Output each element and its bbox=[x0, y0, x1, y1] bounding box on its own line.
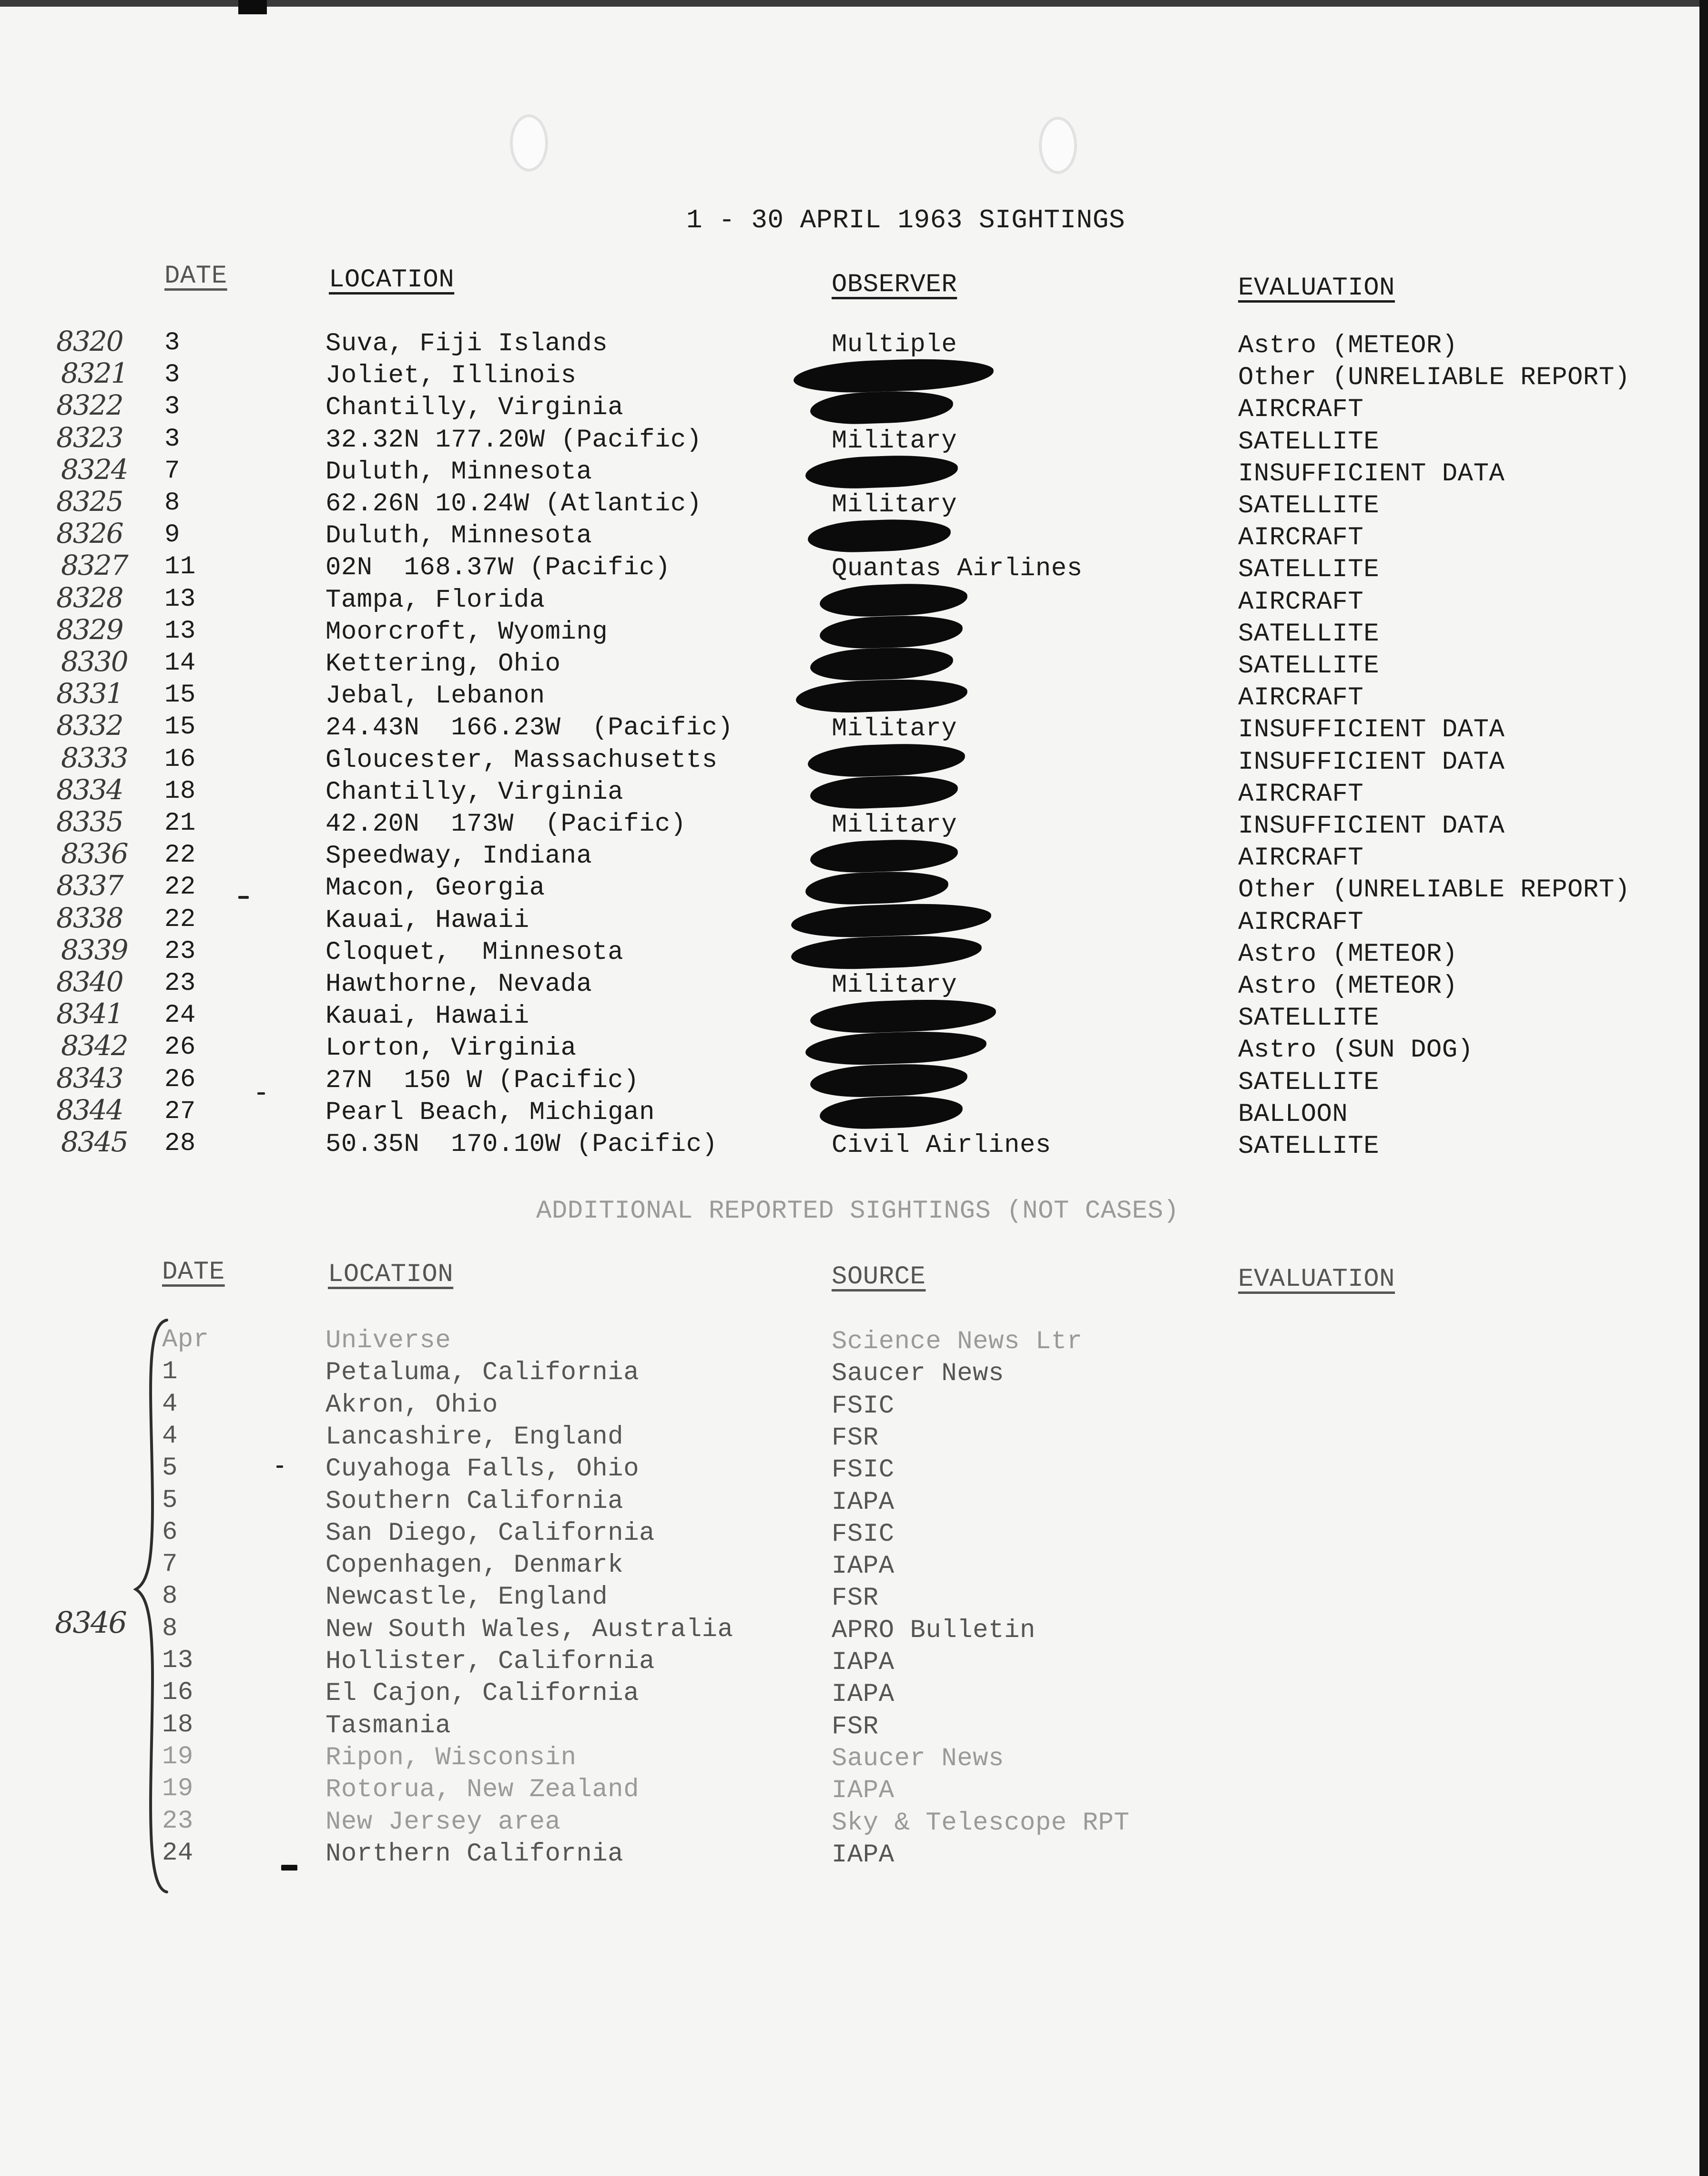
case-number-handwritten: 8333 bbox=[61, 741, 128, 774]
row-location: Copenhagen, Denmark bbox=[325, 1551, 624, 1580]
row-location: New Jersey area bbox=[325, 1807, 561, 1837]
margin-mark bbox=[238, 896, 249, 899]
row-date: 19 bbox=[162, 1742, 193, 1771]
redaction-mark bbox=[810, 997, 996, 1035]
row-observer: Military bbox=[832, 426, 957, 456]
row-evaluation: Astro (METEOR) bbox=[1238, 939, 1458, 969]
redaction-mark bbox=[810, 1062, 968, 1098]
row-location: Lancashire, England bbox=[325, 1422, 624, 1452]
margin-mark bbox=[281, 1865, 297, 1871]
row-location: Joliet, Illinois bbox=[325, 361, 577, 391]
case-number-handwritten: 8327 bbox=[61, 549, 128, 582]
row-date: 3 bbox=[164, 392, 180, 422]
row-source: Sky & Telescope RPT bbox=[832, 1808, 1130, 1838]
row-date: 22 bbox=[164, 873, 196, 902]
row-date: 16 bbox=[164, 744, 196, 774]
row-location: Tampa, Florida bbox=[325, 585, 545, 615]
scan-mark bbox=[238, 0, 267, 14]
row-evaluation: INSUFFICIENT DATA bbox=[1238, 459, 1505, 488]
row-evaluation: SATELLITE bbox=[1238, 651, 1380, 681]
header-evaluation: EVALUATION bbox=[1238, 274, 1395, 303]
row-date: 24 bbox=[162, 1838, 193, 1868]
case-number-handwritten: 8330 bbox=[61, 645, 128, 678]
row-observer: Military bbox=[832, 714, 957, 744]
case-number-handwritten: 8322 bbox=[56, 389, 123, 422]
header-date: DATE bbox=[164, 262, 227, 291]
case-number-handwritten: 8326 bbox=[56, 517, 123, 550]
row-evaluation: SATELLITE bbox=[1238, 555, 1380, 585]
row-location: Rotorua, New Zealand bbox=[325, 1775, 640, 1805]
row-date: 26 bbox=[164, 1065, 196, 1094]
row-date: 15 bbox=[164, 681, 196, 710]
row-date: 27 bbox=[164, 1097, 196, 1126]
additional-header-source: SOURCE bbox=[832, 1262, 926, 1291]
row-evaluation: AIRCRAFT bbox=[1238, 907, 1364, 937]
redaction-mark bbox=[810, 389, 954, 426]
row-source: FSR bbox=[832, 1423, 879, 1453]
row-evaluation: SATELLITE bbox=[1238, 1068, 1380, 1097]
row-date: Apr bbox=[162, 1325, 209, 1354]
row-date: 15 bbox=[164, 712, 196, 742]
row-evaluation: INSUFFICIENT DATA bbox=[1238, 747, 1505, 777]
case-number-handwritten: 8328 bbox=[56, 581, 123, 614]
case-number-handwritten: 8324 bbox=[61, 453, 128, 486]
row-location: El Cajon, California bbox=[325, 1679, 640, 1708]
row-date: 8 bbox=[162, 1614, 178, 1643]
row-date: 13 bbox=[162, 1646, 193, 1675]
redaction-mark bbox=[805, 453, 958, 490]
row-location: Universe bbox=[325, 1326, 451, 1355]
row-date: 19 bbox=[162, 1774, 193, 1804]
row-source: IAPA bbox=[832, 1840, 895, 1870]
row-date: 28 bbox=[164, 1129, 196, 1158]
row-date: 11 bbox=[164, 552, 196, 582]
row-location: 62.26N 10.24W (Atlantic) bbox=[325, 489, 702, 519]
case-number-handwritten: 8344 bbox=[56, 1093, 123, 1126]
row-location: Cuyahoga Falls, Ohio bbox=[325, 1454, 640, 1484]
row-location: 24.43N 166.23W (Pacific) bbox=[325, 713, 733, 743]
row-location: Duluth, Minnesota bbox=[325, 521, 592, 551]
case-number-handwritten: 8340 bbox=[56, 966, 123, 998]
row-location: Speedway, Indiana bbox=[325, 842, 592, 871]
case-number-handwritten: 8341 bbox=[56, 997, 123, 1030]
redaction-mark bbox=[795, 677, 968, 715]
row-location: Northern California bbox=[325, 1839, 624, 1869]
redaction-mark bbox=[805, 1029, 987, 1067]
case-number-handwritten: 8332 bbox=[56, 709, 123, 742]
row-location: 02N 168.37W (Pacific) bbox=[325, 553, 671, 583]
row-date: 4 bbox=[162, 1421, 178, 1451]
row-location: Kettering, Ohio bbox=[325, 650, 561, 679]
redaction-mark bbox=[805, 870, 949, 906]
row-source: IAPA bbox=[832, 1552, 895, 1581]
redaction-mark bbox=[810, 773, 958, 810]
row-evaluation: AIRCRAFT bbox=[1238, 587, 1364, 617]
row-source: IAPA bbox=[832, 1487, 895, 1517]
row-date: 3 bbox=[164, 328, 180, 357]
row-location: Hollister, California bbox=[325, 1647, 655, 1676]
redaction-mark bbox=[793, 356, 994, 395]
row-location: Duluth, Minnesota bbox=[325, 457, 592, 487]
redaction-mark bbox=[807, 742, 966, 778]
row-location: Ripon, Wisconsin bbox=[325, 1743, 577, 1772]
binder-hole-left bbox=[510, 114, 548, 172]
margin-mark bbox=[276, 1465, 283, 1468]
row-date: 3 bbox=[164, 424, 180, 454]
row-date: 23 bbox=[164, 969, 196, 998]
header-observer: OBSERVER bbox=[832, 270, 957, 299]
row-evaluation: SATELLITE bbox=[1238, 1132, 1380, 1161]
row-source: IAPA bbox=[832, 1648, 895, 1677]
row-date: 9 bbox=[164, 520, 180, 550]
row-date: 4 bbox=[162, 1389, 178, 1419]
row-date: 6 bbox=[162, 1517, 178, 1547]
case-number-handwritten: 8335 bbox=[56, 805, 123, 838]
row-location: Kauai, Hawaii bbox=[325, 905, 529, 935]
case-number-handwritten: 8338 bbox=[56, 901, 123, 934]
case-number-handwritten: 8334 bbox=[56, 773, 123, 806]
row-source: FSIC bbox=[832, 1519, 895, 1549]
additional-header-evaluation: EVALUATION bbox=[1238, 1265, 1395, 1294]
row-evaluation: BALLOON bbox=[1238, 1099, 1348, 1129]
row-location: Macon, Georgia bbox=[325, 874, 545, 903]
row-evaluation: AIRCRAFT bbox=[1238, 779, 1364, 809]
row-evaluation: AIRCRAFT bbox=[1238, 523, 1364, 553]
row-date: 16 bbox=[162, 1678, 193, 1708]
row-date: 5 bbox=[162, 1485, 178, 1515]
row-location: Chantilly, Virginia bbox=[325, 777, 624, 807]
row-source: FSIC bbox=[832, 1455, 895, 1485]
redaction-mark bbox=[791, 901, 992, 939]
redaction-mark bbox=[810, 646, 954, 682]
row-date: 21 bbox=[164, 809, 196, 838]
row-location: Kauai, Hawaii bbox=[325, 1002, 529, 1031]
row-source: IAPA bbox=[832, 1776, 895, 1806]
case-number-handwritten: 8342 bbox=[61, 1029, 128, 1062]
redaction-mark bbox=[810, 838, 958, 874]
row-observer: Military bbox=[832, 971, 957, 1000]
redaction-mark bbox=[819, 1094, 963, 1130]
row-location: 32.32N 177.20W (Pacific) bbox=[325, 425, 702, 455]
row-date: 26 bbox=[164, 1033, 196, 1062]
row-date: 13 bbox=[164, 584, 196, 614]
row-source: FSIC bbox=[832, 1391, 895, 1421]
row-source: Saucer News bbox=[832, 1359, 1004, 1389]
case-number-handwritten: 8336 bbox=[61, 837, 128, 870]
row-date: 23 bbox=[162, 1806, 193, 1836]
row-evaluation: Other (UNRELIABLE REPORT) bbox=[1238, 363, 1630, 393]
row-date: 8 bbox=[162, 1582, 178, 1611]
row-location: 42.20N 173W (Pacific) bbox=[325, 810, 686, 839]
row-location: Petaluma, California bbox=[325, 1358, 640, 1388]
case-number-handwritten: 8320 bbox=[56, 325, 123, 357]
redaction-mark bbox=[819, 614, 963, 650]
row-location: San Diego, California bbox=[325, 1518, 655, 1548]
row-evaluation: Other (UNRELIABLE REPORT) bbox=[1238, 875, 1630, 905]
case-number-handwritten: 8339 bbox=[61, 933, 128, 966]
row-location: Pearl Beach, Michigan bbox=[325, 1098, 655, 1127]
additional-header-location: LOCATION bbox=[328, 1260, 454, 1289]
row-date: 1 bbox=[162, 1357, 178, 1387]
row-evaluation: Astro (METEOR) bbox=[1238, 331, 1458, 360]
row-observer: Military bbox=[832, 490, 957, 519]
case-number-handwritten: 8331 bbox=[56, 677, 123, 710]
row-date: 23 bbox=[164, 936, 196, 966]
page-title: 1 - 30 APRIL 1963 SIGHTINGS bbox=[686, 205, 1125, 235]
row-evaluation: SATELLITE bbox=[1238, 619, 1380, 649]
row-observer: Multiple bbox=[832, 330, 957, 359]
redaction-mark bbox=[807, 518, 951, 554]
row-evaluation: INSUFFICIENT DATA bbox=[1238, 715, 1505, 745]
row-location: Tasmania bbox=[325, 1711, 451, 1740]
row-date: 3 bbox=[164, 360, 180, 390]
row-observer: Civil Airlines bbox=[832, 1131, 1051, 1160]
row-source: Saucer News bbox=[832, 1744, 1004, 1773]
row-location: Hawthorne, Nevada bbox=[325, 970, 592, 999]
redaction-mark bbox=[791, 933, 982, 971]
bracket-brace bbox=[133, 1315, 172, 1897]
row-location: 27N 150 W (Pacific) bbox=[325, 1066, 640, 1095]
row-evaluation: AIRCRAFT bbox=[1238, 683, 1364, 713]
row-evaluation: Astro (METEOR) bbox=[1238, 972, 1458, 1001]
case-number-handwritten: 8325 bbox=[56, 485, 123, 518]
binder-hole-right bbox=[1039, 117, 1077, 174]
row-location: Akron, Ohio bbox=[325, 1390, 498, 1420]
row-location: Moorcroft, Wyoming bbox=[325, 617, 608, 647]
row-location: Jebal, Lebanon bbox=[325, 681, 545, 711]
row-location: Lorton, Virginia bbox=[325, 1034, 577, 1063]
row-date: 7 bbox=[162, 1550, 178, 1579]
row-date: 13 bbox=[164, 616, 196, 646]
row-location: Southern California bbox=[325, 1486, 624, 1516]
header-location: LOCATION bbox=[329, 265, 455, 295]
additional-header-date: DATE bbox=[162, 1258, 225, 1287]
row-evaluation: INSUFFICIENT DATA bbox=[1238, 812, 1505, 841]
row-location: Chantilly, Virginia bbox=[325, 393, 624, 423]
row-source: APRO Bulletin bbox=[832, 1616, 1036, 1645]
margin-mark bbox=[257, 1092, 265, 1095]
row-evaluation: SATELLITE bbox=[1238, 491, 1380, 520]
scan-edge-right bbox=[1699, 0, 1708, 2176]
row-location: Suva, Fiji Islands bbox=[325, 329, 608, 358]
row-evaluation: AIRCRAFT bbox=[1238, 844, 1364, 873]
row-location: Newcastle, England bbox=[325, 1583, 608, 1612]
row-date: 14 bbox=[164, 649, 196, 678]
row-date: 22 bbox=[164, 905, 196, 934]
row-date: 22 bbox=[164, 841, 196, 870]
case-number-handwritten: 8323 bbox=[56, 421, 123, 454]
case-number-handwritten: 8345 bbox=[61, 1126, 128, 1158]
row-location: Cloquet, Minnesota bbox=[325, 937, 624, 967]
row-date: 7 bbox=[164, 456, 180, 486]
redaction-mark bbox=[819, 581, 968, 618]
row-evaluation: AIRCRAFT bbox=[1238, 395, 1364, 425]
row-observer: Quantas Airlines bbox=[832, 554, 1083, 584]
row-location: 50.35N 170.10W (Pacific) bbox=[325, 1130, 718, 1159]
row-date: 18 bbox=[164, 776, 196, 806]
row-date: 24 bbox=[164, 1001, 196, 1030]
case-number-handwritten: 8329 bbox=[56, 613, 123, 646]
case-number-handwritten: 8321 bbox=[61, 357, 128, 390]
case-number-handwritten: 8346 bbox=[55, 1605, 126, 1640]
row-source: Science News Ltr bbox=[832, 1327, 1083, 1356]
row-observer: Military bbox=[832, 811, 957, 840]
row-source: FSR bbox=[832, 1584, 879, 1613]
row-evaluation: SATELLITE bbox=[1238, 1004, 1380, 1033]
row-location: Gloucester, Massachusetts bbox=[325, 745, 718, 775]
row-source: FSR bbox=[832, 1712, 879, 1741]
row-date: 5 bbox=[162, 1454, 178, 1483]
row-source: IAPA bbox=[832, 1680, 895, 1709]
row-evaluation: Astro (SUN DOG) bbox=[1238, 1036, 1474, 1065]
row-location: New South Wales, Australia bbox=[325, 1615, 733, 1644]
case-number-handwritten: 8337 bbox=[56, 869, 123, 902]
additional-title: ADDITIONAL REPORTED SIGHTINGS (NOT CASES) bbox=[536, 1197, 1179, 1226]
row-date: 18 bbox=[162, 1710, 193, 1739]
case-number-handwritten: 8343 bbox=[56, 1061, 123, 1094]
row-date: 8 bbox=[164, 488, 180, 518]
row-evaluation: SATELLITE bbox=[1238, 427, 1380, 457]
